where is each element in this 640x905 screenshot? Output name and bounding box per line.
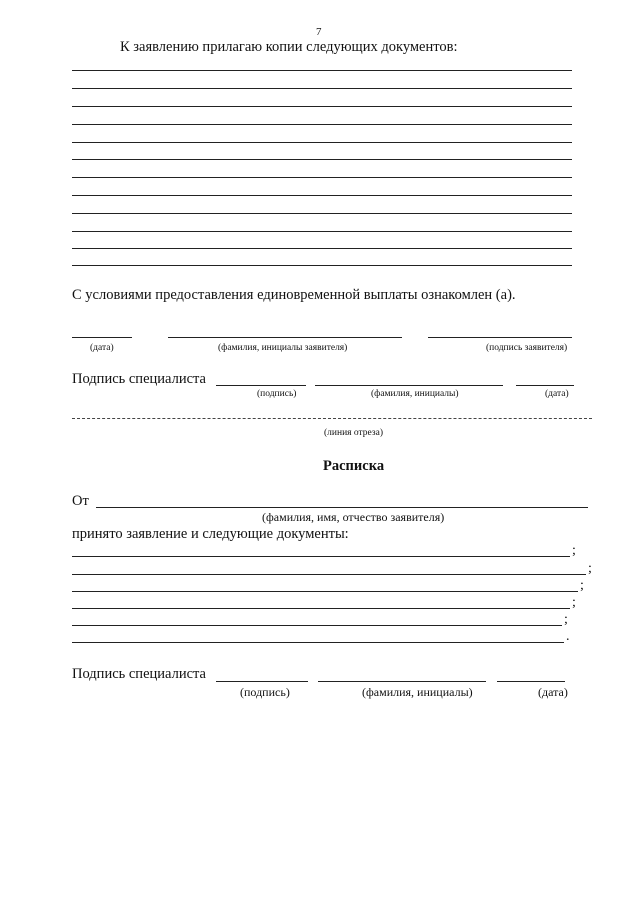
cut-line-caption: (линия отреза) [324, 428, 384, 438]
receipt-document-line[interactable] [72, 608, 570, 609]
receipt-from-line[interactable] [96, 507, 588, 508]
specialist-signature-label-2: Подпись специалиста [72, 666, 206, 682]
specialist-signature-line[interactable] [216, 385, 306, 386]
specialist-signature-caption: (подпись) [257, 389, 297, 399]
attachment-line[interactable] [72, 177, 572, 178]
attachment-line[interactable] [72, 195, 572, 196]
attachments-heading: К заявлению прилагаю копии следующих документов: [120, 39, 458, 55]
receipt-from-caption: (фамилия, имя, отчество заявителя) [262, 510, 445, 524]
receipt-from-label: От [72, 493, 89, 509]
specialist-signature-label: Подпись специалиста [72, 371, 206, 387]
specialist-name-line[interactable] [315, 385, 503, 386]
receipt-line-ending: ; [564, 612, 568, 627]
receipt-document-line[interactable] [72, 642, 564, 643]
receipt-document-line[interactable] [72, 574, 586, 575]
attachment-line[interactable] [72, 265, 572, 266]
attachment-line[interactable] [72, 124, 572, 125]
specialist-signature-caption-2: (подпись) [240, 685, 290, 699]
attachment-line[interactable] [72, 231, 572, 232]
specialist-signature-line-2[interactable] [216, 681, 308, 682]
specialist-date-line[interactable] [516, 385, 574, 386]
applicant-signature-caption: (подпись заявителя) [486, 343, 568, 353]
cut-line [72, 418, 592, 419]
specialist-date-caption: (дата) [545, 389, 569, 399]
applicant-date-line[interactable] [72, 337, 132, 338]
applicant-name-caption: (фамилия, инициалы заявителя) [218, 343, 348, 353]
applicant-name-line[interactable] [168, 337, 402, 338]
specialist-name-line-2[interactable] [318, 681, 486, 682]
page-number: 7 [316, 26, 322, 38]
attachment-line[interactable] [72, 106, 572, 107]
attachment-line[interactable] [72, 142, 572, 143]
attachment-line[interactable] [72, 88, 572, 89]
attachment-line[interactable] [72, 159, 572, 160]
receipt-line-ending: ; [588, 561, 592, 576]
applicant-signature-line[interactable] [428, 337, 572, 338]
specialist-name-caption: (фамилия, инициалы) [371, 389, 459, 399]
specialist-date-line-2[interactable] [497, 681, 565, 682]
receipt-line-ending: ; [580, 578, 584, 593]
receipt-document-line[interactable] [72, 556, 570, 557]
specialist-date-caption-2: (дата) [538, 685, 568, 699]
receipt-line-ending: ; [572, 543, 576, 558]
receipt-accepted-text: принято заявление и следующие документы: [72, 526, 349, 542]
receipt-title: Расписка [323, 458, 385, 474]
acknowledgement-text: С условиями предоставления единовременной выплаты ознакомлен (а). [72, 287, 516, 303]
attachment-line[interactable] [72, 213, 572, 214]
specialist-name-caption-2: (фамилия, инициалы) [362, 685, 473, 699]
applicant-date-caption: (дата) [90, 343, 114, 353]
receipt-document-line[interactable] [72, 591, 578, 592]
attachment-line[interactable] [72, 248, 572, 249]
receipt-line-ending: ; [572, 595, 576, 610]
receipt-document-line[interactable] [72, 625, 562, 626]
attachment-line[interactable] [72, 70, 572, 71]
receipt-line-ending: . [566, 629, 570, 644]
